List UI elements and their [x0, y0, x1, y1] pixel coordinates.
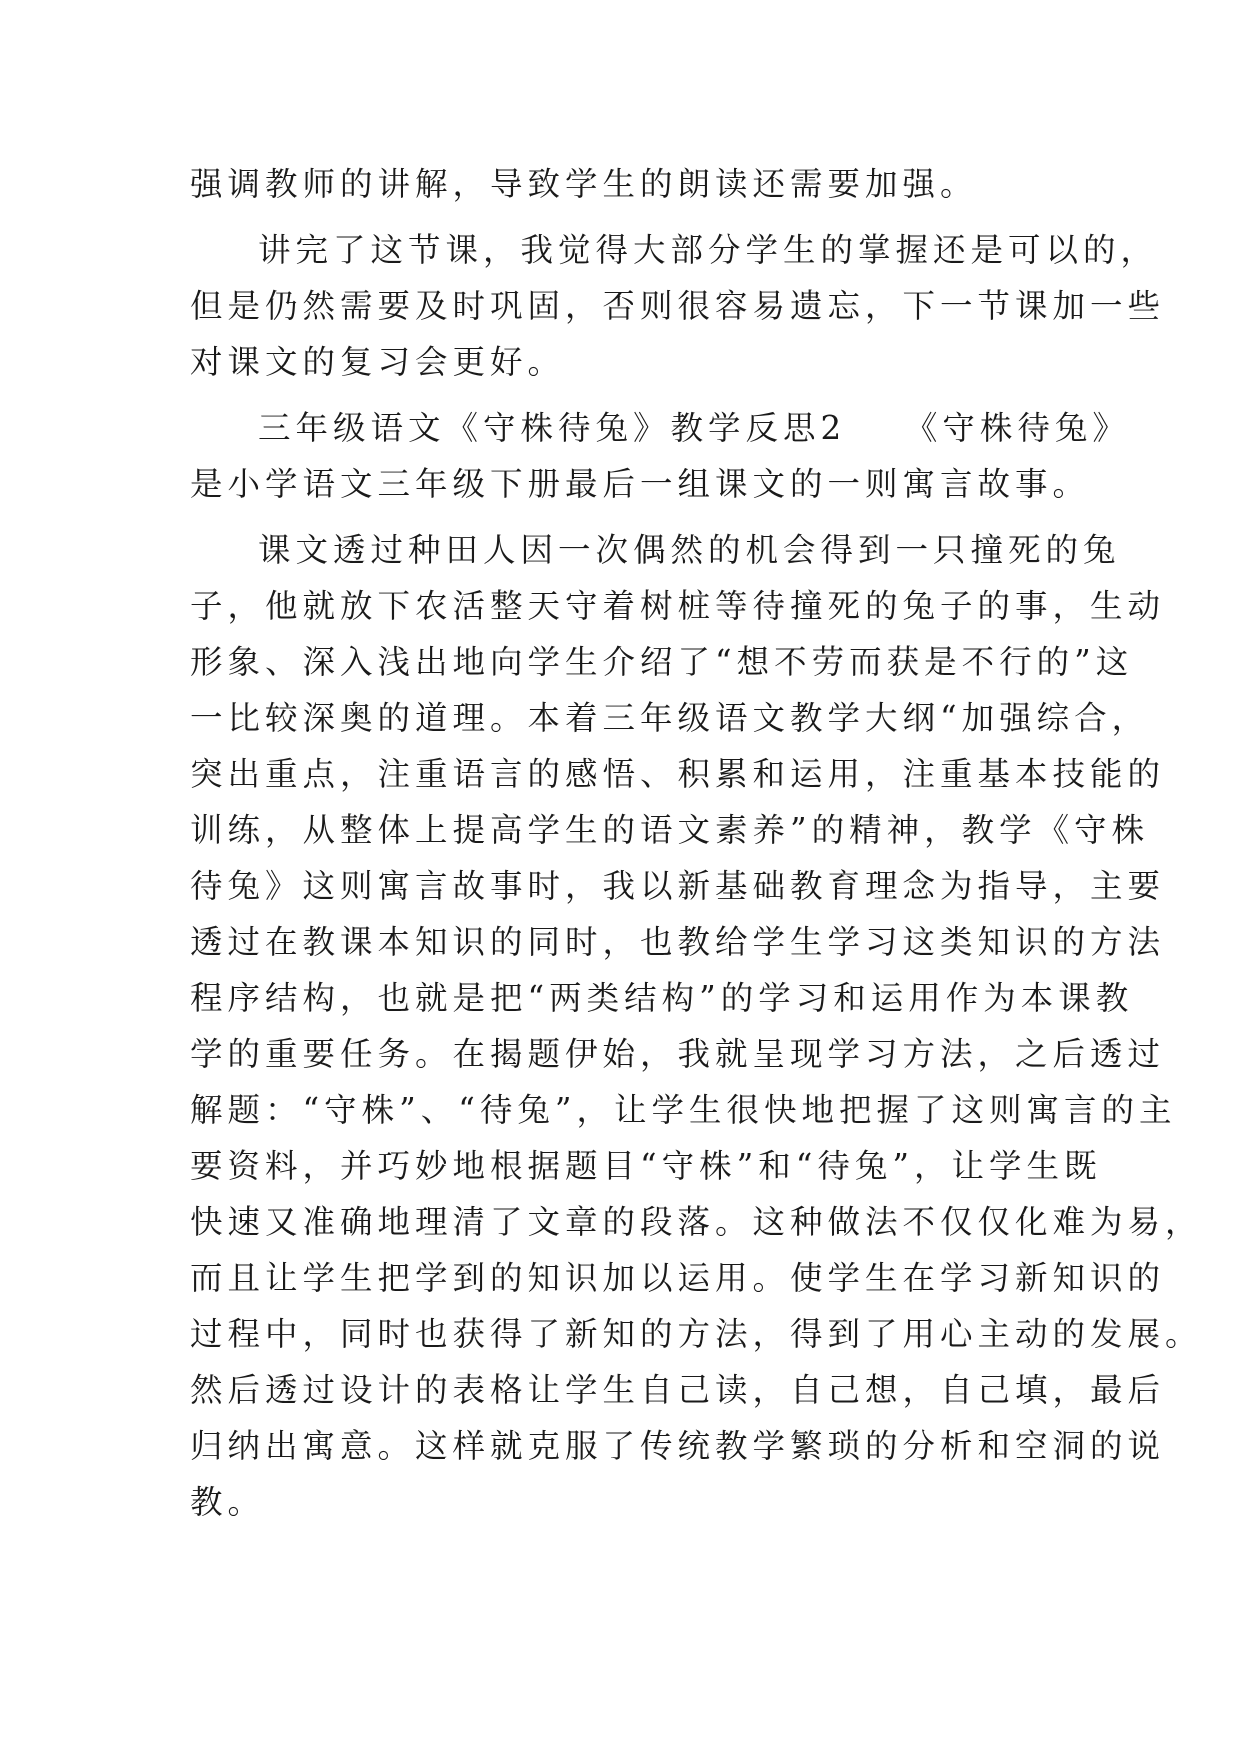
text-line: 子，他就放下农活整天守着树桩等待撞死的兔子的事，生动 [190, 587, 1166, 625]
text-line: 对课文的复习会更好。 [190, 343, 566, 381]
text-line: 教。 [190, 1483, 266, 1521]
text-line: 解题：“守株”、“待兔”，让学生很快地把握了这则寓言的主 [190, 1091, 1177, 1129]
text-line: 但是仍然需要及时巩固，否则很容易遗忘，下一节课加一些 [190, 287, 1166, 325]
section-heading-line: 三年级语文《守株待兔》教学反思2 《守株待兔》 [258, 409, 1130, 447]
text-line: 训练，从整体上提高学生的语文素养”的精神，教学《守株 [190, 811, 1150, 849]
text-line: 而且让学生把学到的知识加以运用。使学生在学习新知识的 [190, 1259, 1166, 1297]
text-line: 待兔》这则寓言故事时，我以新基础教育理念为指导，主要 [190, 867, 1166, 905]
text-line: 形象、深入浅出地向学生介绍了“想不劳而获是不行的”这 [190, 643, 1134, 681]
text-line: 过程中，同时也获得了新知的方法，得到了用心主动的发展。 [190, 1315, 1203, 1353]
paragraph-start-line: 讲完了这节课，我觉得大部分学生的掌握还是可以的， [258, 231, 1159, 269]
text-line: 透过在教课本知识的同时，也教给学生学习这类知识的方法 [190, 923, 1166, 961]
text-line: 学的重要任务。在揭题伊始，我就呈现学习方法，之后透过 [190, 1035, 1166, 1073]
text-line: 然后透过设计的表格让学生自己读，自己想，自己填，最后 [190, 1371, 1166, 1409]
document-body [190, 156, 1203, 1530]
text-line: 强调教师的讲解，导致学生的朗读还需要加强。 [190, 165, 978, 203]
text-line: 快速又准确地理清了文章的段落。这种做法不仅仅化难为易， [190, 1203, 1203, 1241]
text-line: 要资料，并巧妙地根据题目“守株”和“待兔”，让学生既 [190, 1147, 1102, 1185]
text-line: 突出重点，注重语言的感悟、积累和运用，注重基本技能的 [190, 755, 1166, 793]
text-line: 归纳出寓意。这样就克服了传统教学繁琐的分析和空洞的说 [190, 1427, 1166, 1465]
text-line: 程序结构，也就是把“两类结构”的学习和运用作为本课教 [190, 979, 1134, 1017]
text-line: 是小学语文三年级下册最后一组课文的一则寓言故事。 [190, 465, 1091, 503]
paragraph-start-line: 课文透过种田人因一次偶然的机会得到一只撞死的兔 [258, 531, 1121, 569]
text-line: 一比较深奥的道理。本着三年级语文教学大纲“加强综合， [190, 699, 1150, 737]
